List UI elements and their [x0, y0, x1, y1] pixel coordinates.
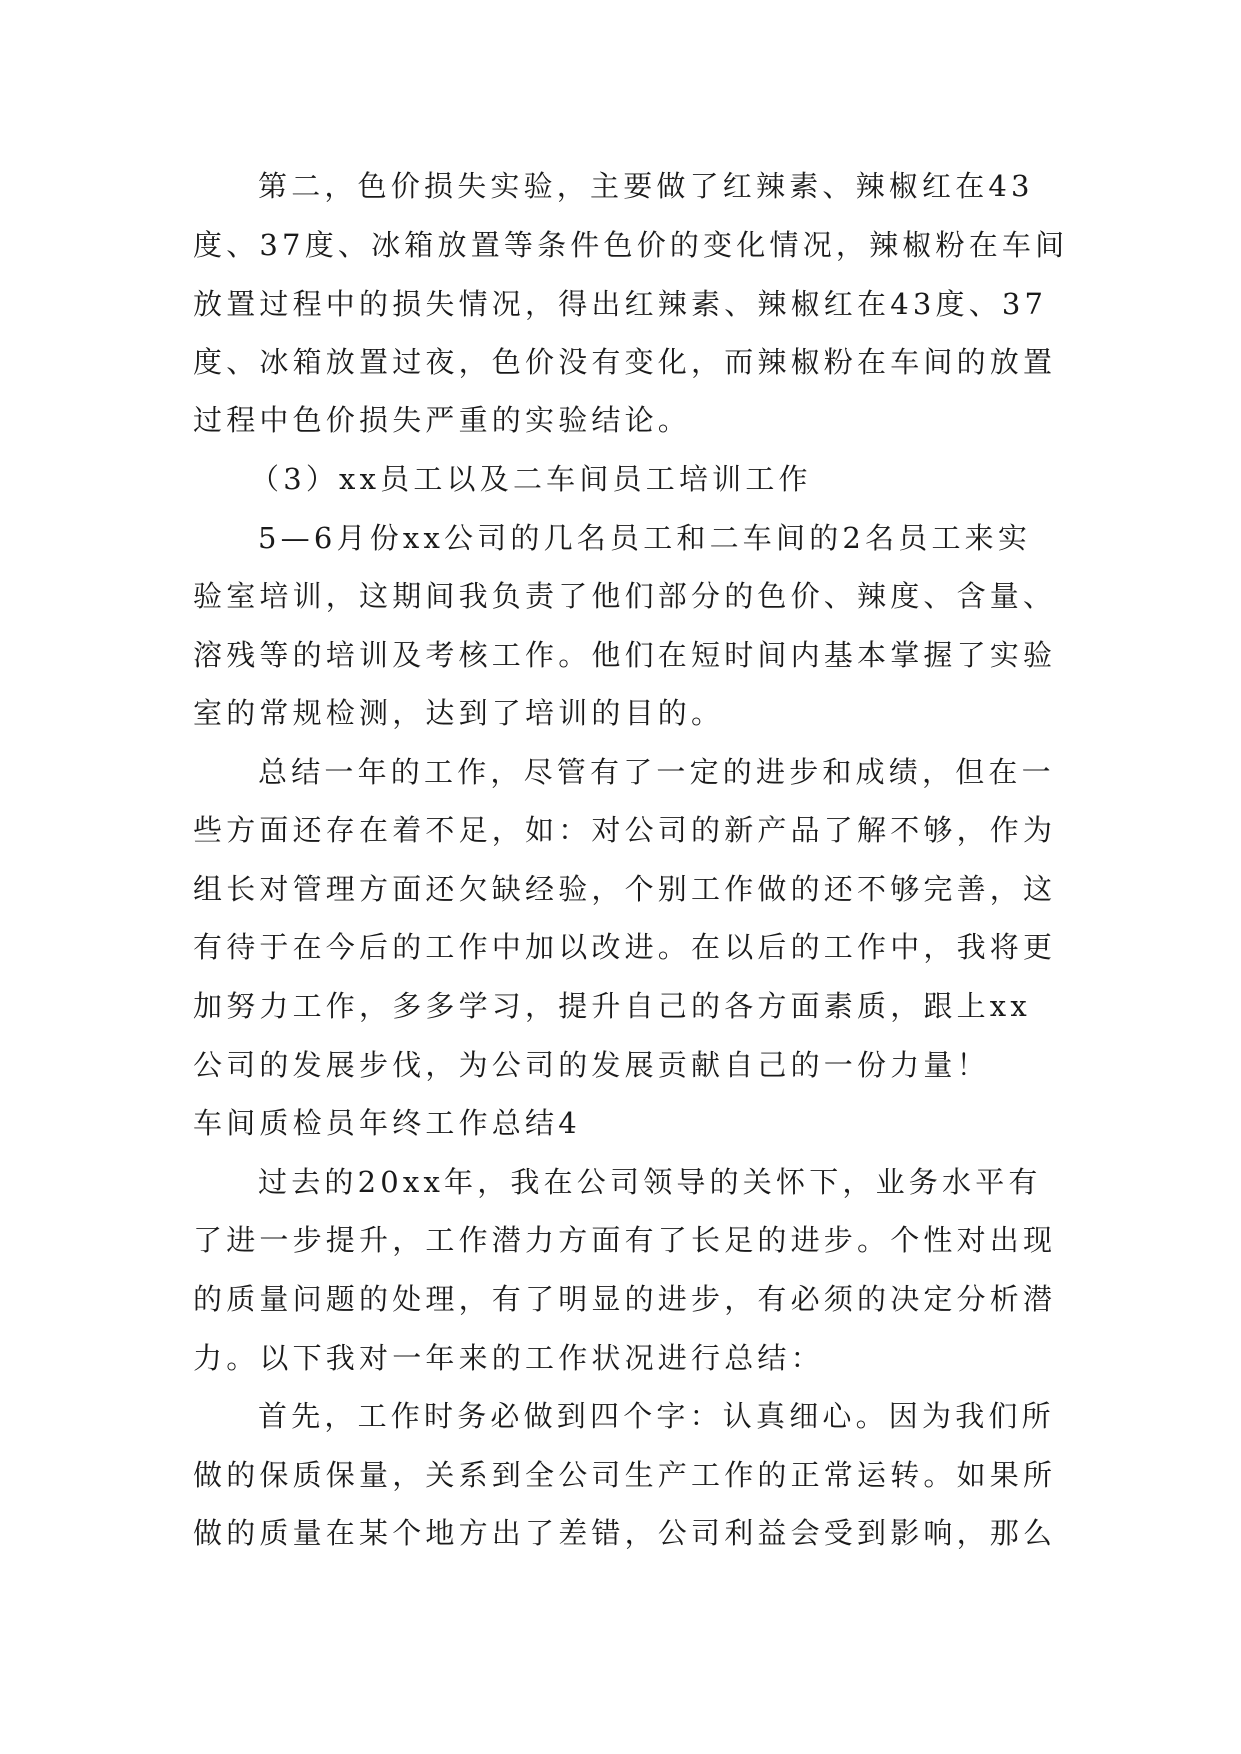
paragraph-line: 室的常规检测，达到了培训的目的。: [193, 696, 725, 730]
section-title: 车间质检员年终工作总结4: [193, 1106, 581, 1140]
paragraph-line: 过程中色价损失严重的实验结论。: [193, 403, 692, 437]
paragraph-line: 溶残等的培训及考核工作。他们在短时间内基本掌握了实验: [193, 638, 1057, 672]
paragraph-line: 5—6月份xx公司的几名员工和二车间的2名员工来实: [258, 521, 1032, 555]
paragraph-line: 了进一步提升，工作潜力方面有了长足的进步。个性对出现: [193, 1223, 1057, 1257]
paragraph-line: 的质量问题的处理，有了明显的进步，有必须的决定分析潜: [193, 1282, 1057, 1316]
paragraph-line: 验室培训，这期间我负责了他们部分的色价、辣度、含量、: [193, 579, 1057, 613]
paragraph-line: 度、37度、冰箱放置等条件色价的变化情况，辣椒粉在车间: [193, 228, 1069, 262]
paragraph-line: 做的保质保量，关系到全公司生产工作的正常运转。如果所: [193, 1458, 1057, 1492]
paragraph-line: 第二，色价损失实验，主要做了红辣素、辣椒红在43: [258, 169, 1034, 203]
section-heading: （3）xx员工以及二车间员工培训工作: [250, 462, 812, 496]
paragraph-line: 组长对管理方面还欠缺经验，个别工作做的还不够完善，这: [193, 872, 1057, 906]
paragraph-line: 度、冰箱放置过夜，色价没有变化，而辣椒粉在车间的放置: [193, 345, 1057, 379]
paragraph-line: 做的质量在某个地方出了差错，公司利益会受到影响，那么: [193, 1516, 1057, 1550]
paragraph-line: 过去的20xx年，我在公司领导的关怀下，业务水平有: [258, 1165, 1042, 1199]
paragraph-line: 有待于在今后的工作中加以改进。在以后的工作中，我将更: [193, 930, 1057, 964]
paragraph-line: 些方面还存在着不足，如：对公司的新产品了解不够，作为: [193, 813, 1057, 847]
paragraph-line: 力。以下我对一年来的工作状况进行总结：: [193, 1341, 824, 1375]
paragraph-line: 放置过程中的损失情况，得出红辣素、辣椒红在43度、37: [193, 287, 1048, 321]
paragraph-line: 加努力工作，多多学习，提升自己的各方面素质，跟上xx: [193, 989, 1031, 1023]
paragraph-line: 公司的发展步伐，为公司的发展贡献自己的一份力量！: [193, 1048, 990, 1082]
paragraph-line: 首先，工作时务必做到四个字：认真细心。因为我们所: [258, 1399, 1055, 1433]
paragraph-line: 总结一年的工作，尽管有了一定的进步和成绩，但在一: [258, 755, 1055, 789]
